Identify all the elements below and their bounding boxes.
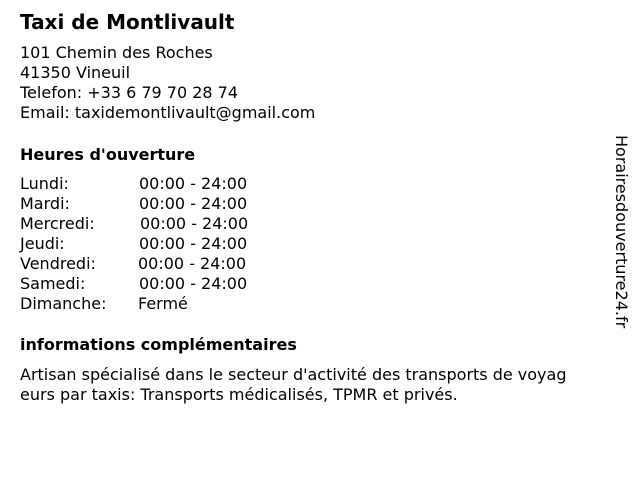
time-range: 00:00 - 24:00 bbox=[139, 234, 248, 253]
day-label: Jeudi: bbox=[20, 234, 65, 253]
day-label: Mercredi: bbox=[20, 214, 95, 233]
additional-info-heading: informations complémentaires bbox=[20, 335, 297, 354]
day-label: Dimanche: bbox=[20, 294, 107, 313]
business-name: Taxi de Montlivault bbox=[20, 10, 235, 34]
phone-number: Telefon: +33 6 79 70 28 74 bbox=[20, 83, 239, 102]
day-label: Vendredi: bbox=[20, 254, 96, 273]
street-address: 101 Chemin des Roches bbox=[20, 43, 213, 62]
business-description: Artisan spécialisé dans le secteur d'activité des transports de voyageurs par taxis: Transports médicalisés, TPMR et privés. bbox=[20, 365, 567, 404]
time-range: 00:00 - 24:00 bbox=[138, 254, 247, 273]
day-label: Mardi: bbox=[20, 194, 70, 213]
address-block bbox=[20, 43, 315, 123]
time-range: 00:00 - 24:00 bbox=[139, 274, 248, 293]
time-range: 00:00 - 24:00 bbox=[139, 174, 248, 193]
day-label: Lundi: bbox=[20, 174, 69, 193]
day-label: Samedi: bbox=[20, 274, 86, 293]
city-postal: 41350 Vineuil bbox=[20, 63, 131, 82]
email-address: Email: taxidemontlivault@gmail.com bbox=[20, 103, 316, 122]
time-range: 00:00 - 24:00 bbox=[139, 194, 248, 213]
time-range: Fermé bbox=[138, 294, 188, 313]
time-range: 00:00 - 24:00 bbox=[140, 214, 249, 233]
opening-hours-heading: Heures d'ouverture bbox=[20, 145, 196, 164]
site-watermark: Horairesdouverture24.fr bbox=[612, 135, 631, 329]
